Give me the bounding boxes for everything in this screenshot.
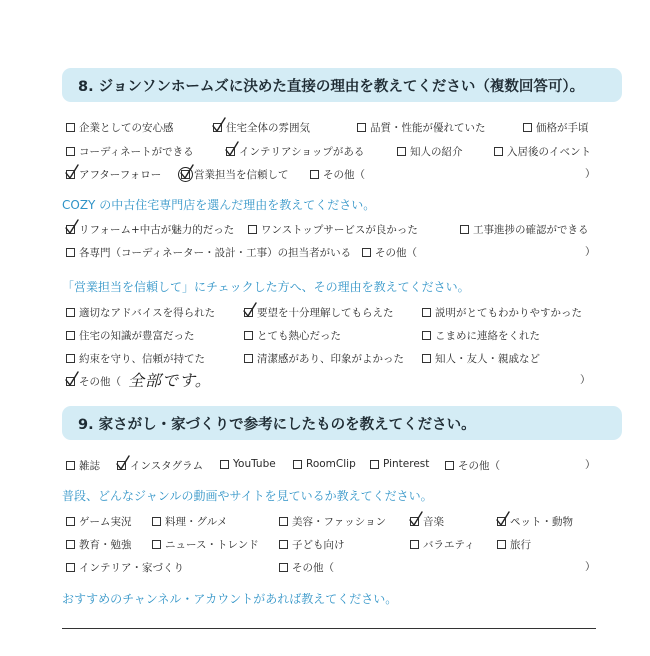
genre-option[interactable] bbox=[410, 537, 475, 552]
checkbox[interactable] bbox=[497, 517, 506, 526]
q9-option[interactable] bbox=[293, 458, 356, 470]
q8-option[interactable] bbox=[66, 167, 161, 182]
option-label: 住宅の知識が豊富だった bbox=[79, 330, 195, 342]
checkbox[interactable] bbox=[523, 123, 532, 132]
option-label: 企業としての安心感 bbox=[79, 122, 174, 134]
option-label: こまめに連絡をくれた bbox=[435, 330, 540, 342]
genre-option[interactable] bbox=[279, 514, 386, 529]
checkbox[interactable] bbox=[422, 308, 431, 317]
check-mark-icon bbox=[65, 219, 79, 235]
checkbox[interactable] bbox=[66, 540, 75, 549]
sales-title: 「営業担当を信頼して」にチェックした方へ、その理由を教えてください。 bbox=[62, 280, 470, 294]
checkbox[interactable] bbox=[152, 540, 161, 549]
option-label: 子ども向け bbox=[292, 539, 345, 551]
q8-option[interactable] bbox=[310, 167, 365, 182]
checkbox[interactable] bbox=[279, 540, 288, 549]
option-label: 工事進捗の確認ができる bbox=[473, 224, 589, 236]
q9-option[interactable] bbox=[445, 458, 500, 473]
checkbox[interactable] bbox=[279, 563, 288, 572]
q8-option[interactable] bbox=[66, 120, 174, 135]
cozy-option[interactable] bbox=[248, 222, 418, 237]
checkbox[interactable] bbox=[66, 517, 75, 526]
checkbox[interactable] bbox=[310, 170, 319, 179]
option-label: 各専門（コーディネーター・設計・工事）の担当者がいる bbox=[79, 247, 352, 259]
check-mark-icon bbox=[65, 164, 79, 180]
option-label: 要望を十分理解してもらえた bbox=[257, 307, 394, 319]
q9-option[interactable] bbox=[117, 458, 203, 473]
sales-option[interactable] bbox=[422, 328, 540, 343]
genre-option[interactable] bbox=[279, 537, 345, 552]
cozy-option[interactable] bbox=[66, 222, 234, 237]
sales-option[interactable] bbox=[66, 328, 195, 343]
option-label: 営業担当を信頼して bbox=[194, 169, 289, 181]
genre-option[interactable] bbox=[66, 537, 132, 552]
option-label: 価格が手頃 bbox=[536, 122, 589, 134]
genre-option[interactable] bbox=[497, 537, 531, 552]
q9-title: 9. 家さがし・家づくりで参考にしたものを教えてください。 bbox=[78, 416, 476, 433]
checkbox[interactable] bbox=[279, 517, 288, 526]
cozy-option[interactable] bbox=[66, 245, 351, 260]
checkbox[interactable] bbox=[66, 308, 75, 317]
option-label: その他（ bbox=[375, 247, 417, 259]
sales-option[interactable] bbox=[422, 351, 540, 366]
checkbox[interactable] bbox=[66, 331, 75, 340]
check-mark-icon bbox=[225, 141, 239, 157]
option-label: Pinterest bbox=[383, 458, 430, 470]
option-label: その他（ bbox=[323, 169, 365, 181]
sales-option[interactable] bbox=[66, 374, 121, 389]
option-label: RoomClip bbox=[306, 458, 356, 470]
option-label: アフターフォロー bbox=[79, 169, 162, 181]
checkbox[interactable] bbox=[370, 460, 379, 469]
option-label: 音楽 bbox=[423, 516, 444, 528]
cozy-option[interactable] bbox=[460, 222, 589, 237]
close-paren: ） bbox=[585, 168, 596, 180]
cozy-title: COZY の中古住宅専門店を選んだ理由を教えてください。 bbox=[62, 198, 376, 212]
q8-option[interactable] bbox=[213, 120, 310, 135]
q9-option[interactable] bbox=[66, 458, 100, 473]
option-label: ニュース・トレンド bbox=[165, 539, 259, 551]
option-label: その他（ bbox=[79, 376, 121, 388]
option-label: リフォーム+中古が魅力的だった bbox=[79, 224, 235, 236]
checkbox[interactable] bbox=[397, 147, 406, 156]
checkbox[interactable] bbox=[410, 540, 419, 549]
checkbox[interactable] bbox=[460, 225, 469, 234]
checkbox[interactable] bbox=[445, 461, 454, 470]
handwritten-answer: 全部です。 bbox=[128, 371, 212, 390]
checkbox[interactable] bbox=[422, 331, 431, 340]
option-label: 入居後のイベント bbox=[507, 146, 591, 158]
checkbox[interactable] bbox=[152, 517, 161, 526]
close-paren: ） bbox=[585, 459, 596, 471]
option-label: その他（ bbox=[458, 460, 500, 472]
option-label: バラエティ bbox=[423, 539, 475, 551]
q8-title: 8. ジョンソンホームズに決めた直接の理由を教えてください（複数回答可）。 bbox=[78, 78, 585, 95]
checkbox[interactable] bbox=[248, 225, 257, 234]
option-label: その他（ bbox=[292, 562, 334, 574]
q9-option[interactable] bbox=[220, 458, 276, 470]
q8-header bbox=[62, 68, 622, 102]
cozy-option[interactable] bbox=[362, 245, 417, 260]
sales-option[interactable] bbox=[66, 351, 205, 366]
option-label: 料理・グルメ bbox=[165, 516, 228, 528]
checkbox[interactable] bbox=[213, 123, 222, 132]
checkbox[interactable] bbox=[244, 331, 253, 340]
option-label: 教育・勉強 bbox=[79, 539, 132, 551]
check-mark-icon bbox=[212, 117, 226, 133]
genre-option[interactable] bbox=[410, 514, 444, 529]
sales-option[interactable] bbox=[244, 328, 341, 343]
option-label: 約束を守り、信頼が持てた bbox=[79, 353, 205, 365]
option-label: 美容・ファッション bbox=[292, 516, 387, 528]
option-label: YouTube bbox=[233, 458, 276, 470]
option-label: 適切なアドバイスを得られた bbox=[79, 307, 216, 319]
check-mark-icon bbox=[116, 455, 130, 471]
checkbox[interactable] bbox=[220, 460, 229, 469]
q8-option[interactable] bbox=[397, 144, 463, 159]
checkbox[interactable] bbox=[226, 147, 235, 156]
close-paren: ） bbox=[585, 561, 596, 573]
check-mark-icon bbox=[243, 302, 257, 318]
option-label: インスタグラム bbox=[130, 460, 204, 472]
option-label: 知人の紹介 bbox=[410, 146, 463, 158]
genre-option[interactable] bbox=[152, 537, 259, 552]
option-label: ペット・動物 bbox=[510, 516, 573, 528]
checkbox[interactable] bbox=[66, 170, 75, 179]
sales-option[interactable] bbox=[66, 305, 215, 320]
checkbox[interactable] bbox=[497, 540, 506, 549]
check-mark-icon bbox=[496, 511, 510, 527]
checkbox[interactable] bbox=[494, 147, 503, 156]
option-label: 雑誌 bbox=[79, 460, 100, 472]
checkbox[interactable] bbox=[362, 248, 371, 257]
checkbox[interactable] bbox=[66, 123, 75, 132]
genre-option[interactable] bbox=[66, 514, 132, 529]
option-label: 清潔感があり、印象がよかった bbox=[257, 353, 404, 365]
checkbox[interactable] bbox=[357, 123, 366, 132]
q8-option[interactable] bbox=[494, 144, 591, 159]
genre-option[interactable] bbox=[66, 560, 184, 575]
q8-option[interactable] bbox=[357, 120, 486, 135]
checkbox[interactable] bbox=[293, 460, 302, 469]
recommend-title: おすすめのチャンネル・アカウントがあれば教えてください。 bbox=[62, 592, 398, 606]
genre-option[interactable] bbox=[152, 514, 227, 529]
option-label: インテリア・家づくり bbox=[79, 562, 184, 574]
q8-option[interactable] bbox=[181, 167, 289, 182]
checkbox[interactable] bbox=[117, 461, 126, 470]
option-label: ワンストップサービスが良かった bbox=[261, 224, 418, 236]
checkbox[interactable] bbox=[244, 354, 253, 363]
sales-option[interactable] bbox=[244, 351, 404, 366]
q9-header bbox=[62, 406, 622, 440]
genre-option[interactable] bbox=[497, 514, 573, 529]
checkbox[interactable] bbox=[181, 170, 190, 179]
option-label: ゲーム実況 bbox=[79, 516, 132, 528]
checkbox[interactable] bbox=[66, 377, 75, 386]
option-label: 旅行 bbox=[510, 539, 531, 551]
option-label: 知人・友人・親戚など bbox=[435, 353, 540, 365]
check-mark-icon bbox=[65, 371, 79, 387]
circle-mark bbox=[178, 167, 193, 182]
checkbox[interactable] bbox=[66, 225, 75, 234]
checkbox[interactable] bbox=[66, 147, 75, 156]
close-paren: ） bbox=[585, 246, 596, 258]
checkbox[interactable] bbox=[244, 308, 253, 317]
checkbox[interactable] bbox=[410, 517, 419, 526]
checkbox[interactable] bbox=[66, 461, 75, 470]
option-label: 住宅全体の雰囲気 bbox=[226, 122, 310, 134]
sales-option[interactable] bbox=[422, 305, 582, 320]
sales-option[interactable] bbox=[244, 305, 394, 320]
answer-line bbox=[62, 628, 596, 629]
q8-option[interactable] bbox=[523, 120, 589, 135]
checkbox[interactable] bbox=[66, 354, 75, 363]
q8-option[interactable] bbox=[66, 144, 194, 159]
q9-option[interactable] bbox=[370, 458, 429, 470]
close-paren: ） bbox=[580, 374, 591, 386]
check-mark-icon bbox=[409, 511, 423, 527]
genre-option[interactable] bbox=[279, 560, 334, 575]
genre-title: 普段、どんなジャンルの動画やサイトを見ているか教えてください。 bbox=[62, 489, 433, 503]
option-label: 品質・性能が優れていた bbox=[370, 122, 486, 134]
checkbox[interactable] bbox=[422, 354, 431, 363]
option-label: 説明がとてもわかりやすかった bbox=[435, 307, 582, 319]
q8-option[interactable] bbox=[226, 144, 364, 159]
checkbox[interactable] bbox=[66, 248, 75, 257]
checkbox[interactable] bbox=[66, 563, 75, 572]
option-label: とても熱心だった bbox=[257, 330, 341, 342]
option-label: インテリアショップがある bbox=[239, 146, 365, 158]
option-label: コーディネートができる bbox=[79, 146, 194, 158]
